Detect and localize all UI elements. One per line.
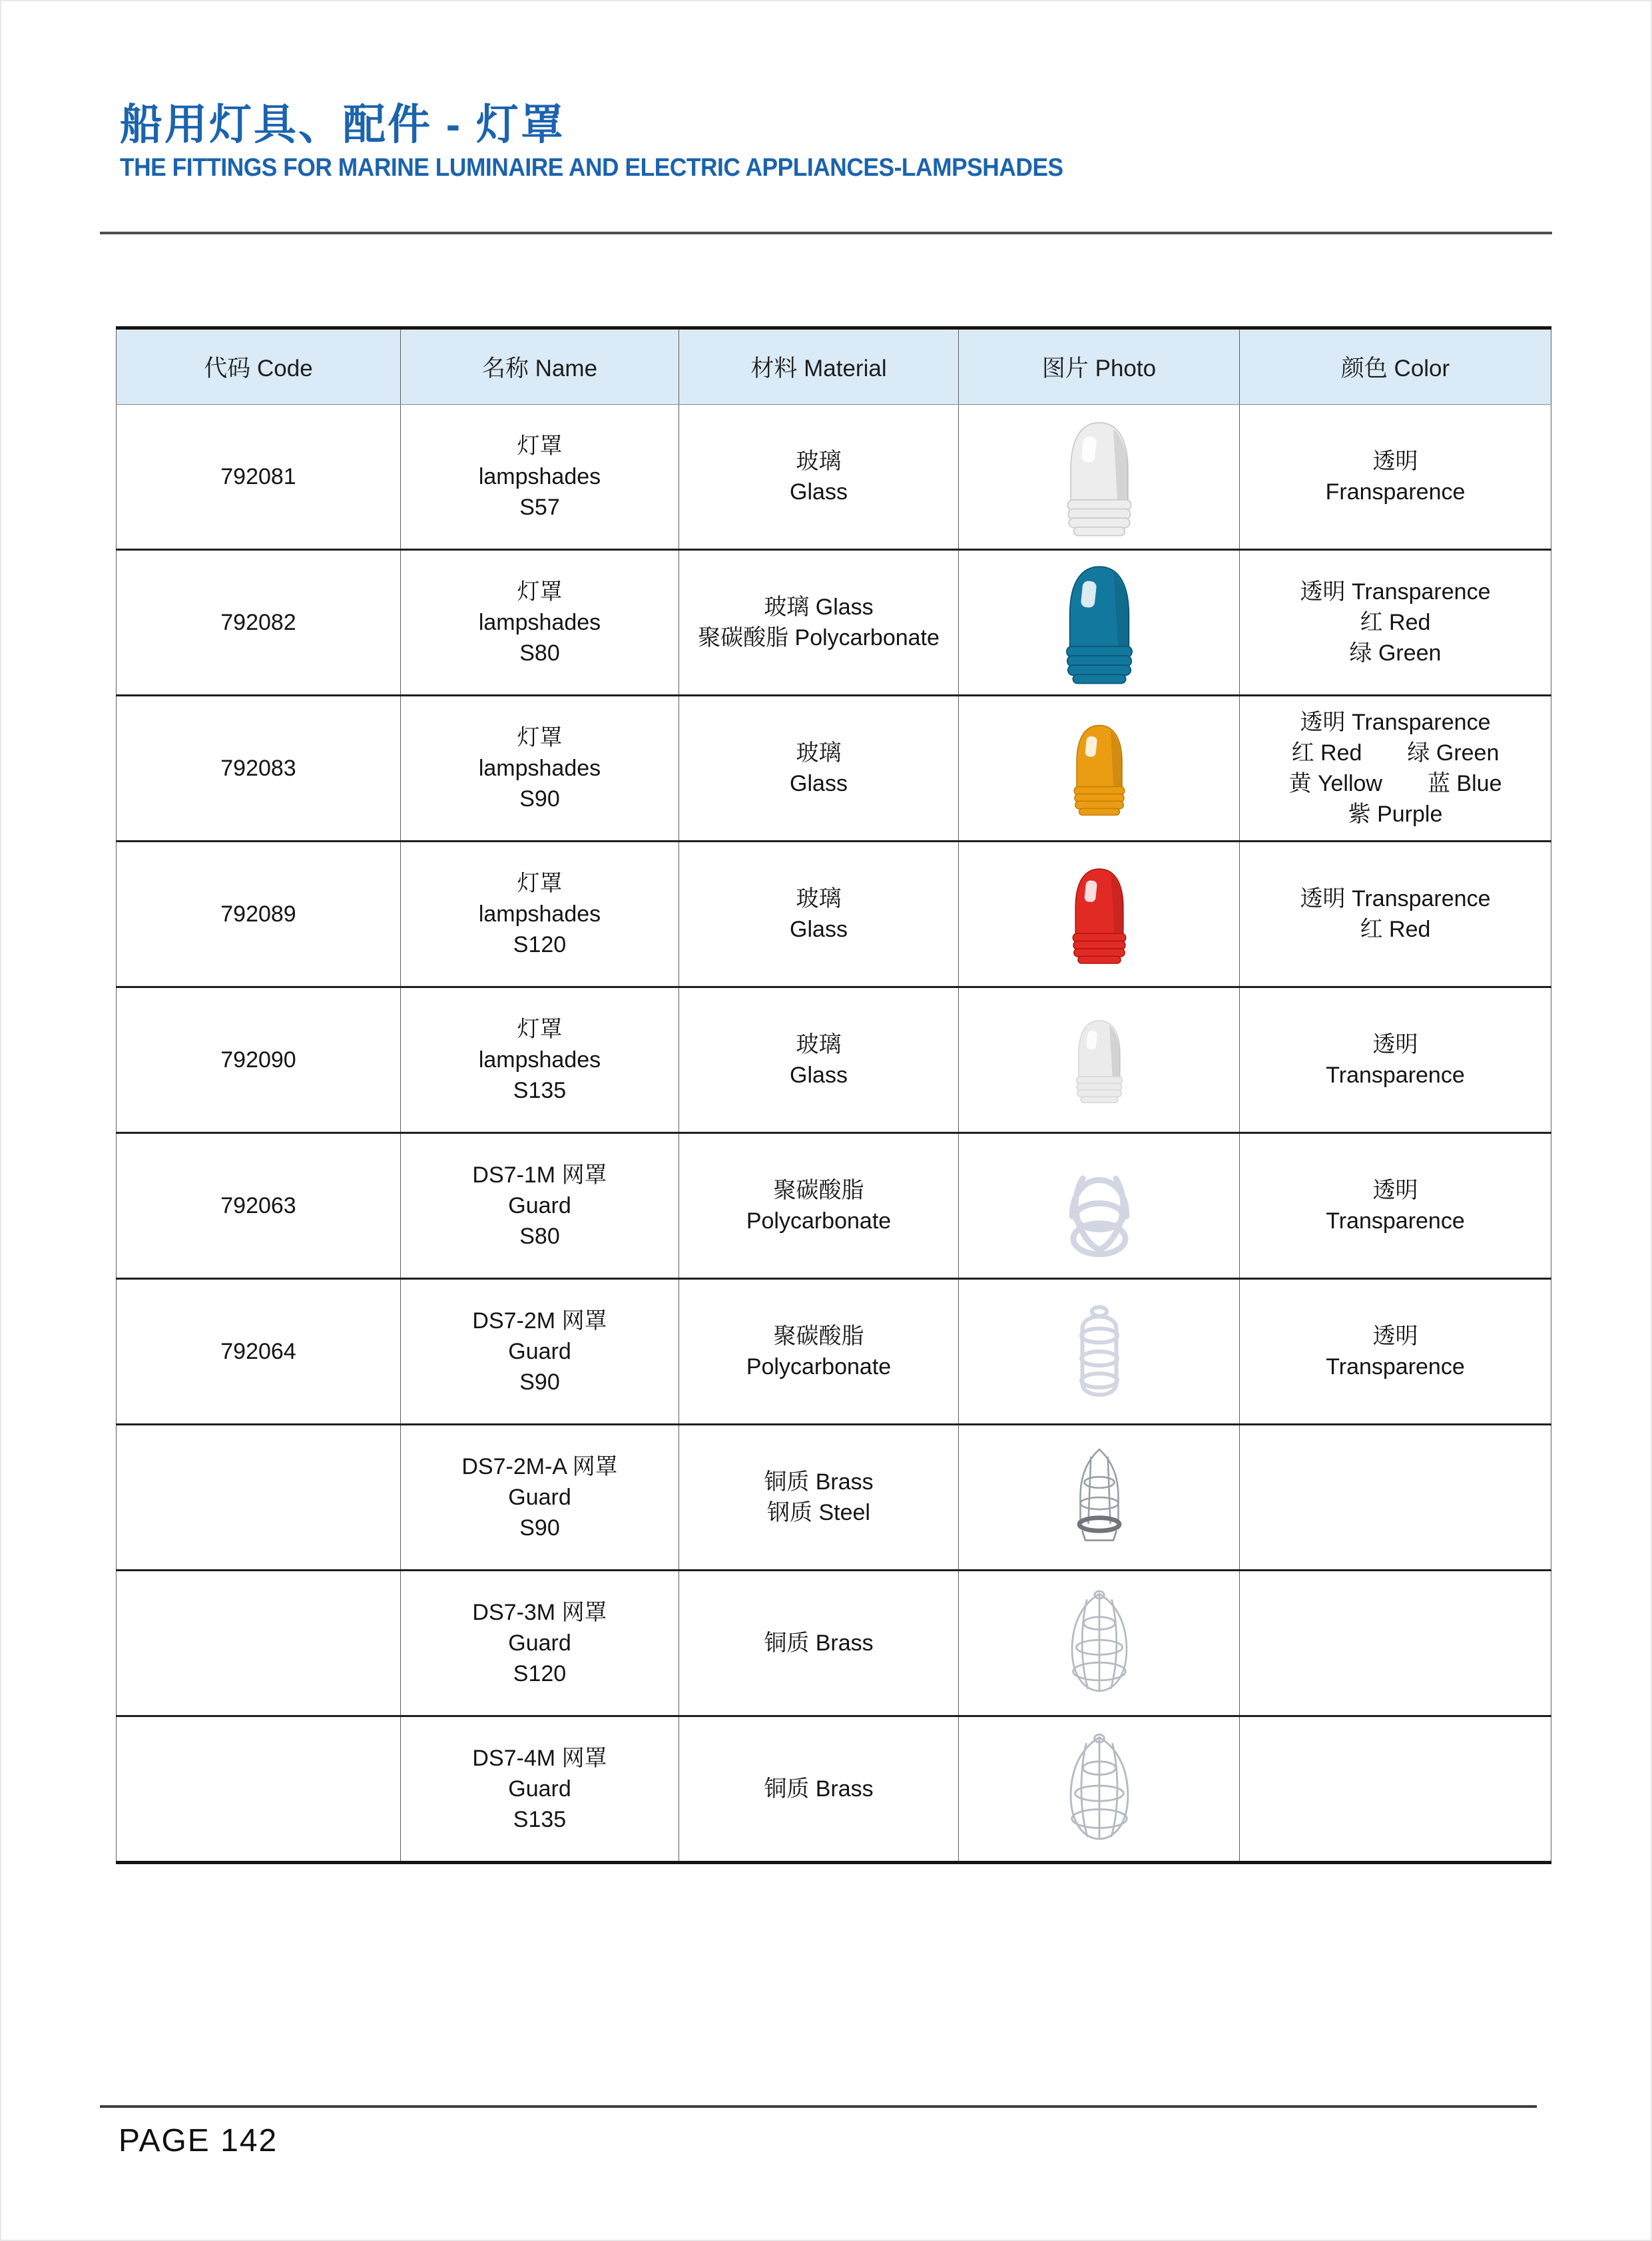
name-cell [401,1279,679,1425]
cell-line: Guard [508,1339,571,1364]
table-row [117,1425,1551,1571]
guard-ds7-4m-photo [1055,1724,1143,1854]
guard-ds7-1m-photo [1052,1140,1147,1271]
product-code: 792064 [220,1339,296,1364]
cell-line: 绿 Green [1349,640,1442,666]
product-photo [959,842,1239,986]
cell-line: Polycarbonate [746,1354,892,1379]
cell-line: S135 [513,1078,567,1103]
cell-line: 聚碳酸脂 [773,1324,864,1349]
page-number: PAGE 142 [119,2123,278,2158]
cell-line: S90 [519,786,560,812]
cell-line: 铜质 Brass [764,1630,874,1656]
table-row [117,842,1551,987]
cell-line: 透明 [1372,1178,1418,1203]
table-row [117,1571,1551,1716]
material-cell [679,1716,959,1863]
column-header: 图片 Photo [959,328,1240,405]
lampshade-s90-photo [1061,703,1138,834]
cell-line: lampshades [478,901,601,927]
column-header: 名称 Name [401,328,679,405]
material-cell [679,842,959,987]
cell-line: DS7-2M-A 网罩 [461,1454,618,1479]
cell-line: Glass [790,1063,848,1088]
photo-cell [959,1716,1240,1863]
table-row [117,1716,1551,1863]
table-head [117,328,1551,405]
photo-cell [959,842,1240,987]
cell-line: 玻璃 [796,886,842,911]
code-cell [117,696,401,842]
name-cell [401,1133,679,1279]
photo-cell [959,1571,1240,1716]
photo-cell [959,1279,1240,1425]
product-photo [959,1571,1239,1715]
code-cell [117,987,401,1133]
photo-cell [959,405,1240,550]
cell-line: Guard [508,1630,571,1656]
cell-line: 透明 [1372,1032,1418,1057]
name-cell [401,696,679,842]
product-photo [959,1425,1239,1569]
cell-line: 红 Red 绿 Green [1291,740,1500,766]
cell-line: 红 Red [1360,917,1431,942]
name-cell [401,550,679,696]
material-cell [679,405,959,550]
name-cell [401,405,679,550]
cell-line: 灯罩 [517,433,563,459]
cell-line: 玻璃 [796,449,842,474]
photo-cell [959,550,1240,696]
cell-line: 聚碳酸脂 Polycarbonate [698,625,940,650]
cell-line: 紫 Purple [1348,802,1443,827]
name-cell [401,1425,679,1571]
column-header: 颜色 Color [1240,328,1551,405]
color-cell [1240,1133,1551,1279]
code-cell [117,1571,401,1716]
photo-cell [959,1425,1240,1571]
material-cell [679,987,959,1133]
product-photo [959,1717,1239,1861]
page-header [120,101,1552,182]
color-cell [1240,405,1551,550]
cell-line: DS7-1M 网罩 [472,1162,607,1188]
product-code: 792081 [220,464,296,489]
code-cell [117,1425,401,1571]
header-divider [100,232,1552,234]
cell-line: Guard [508,1193,571,1218]
cell-line: DS7-2M 网罩 [472,1308,607,1334]
cell-line: 黄 Yellow 蓝 Blue [1288,771,1502,796]
cell-line: 聚碳酸脂 [773,1178,864,1203]
column-header: 代码 Code [117,328,401,405]
color-cell [1240,1571,1551,1716]
material-cell [679,1571,959,1716]
cell-line: S80 [519,640,560,666]
cell-line: Glass [790,917,848,942]
table-row [117,550,1551,696]
cell-line: 灯罩 [517,871,563,896]
name-cell [401,842,679,987]
cell-line: 玻璃 [796,1032,842,1057]
table-row [117,696,1551,842]
material-cell [679,1279,959,1425]
lampshade-s57-photo [1051,411,1148,542]
product-photo [959,551,1239,694]
cell-line: lampshades [478,1047,601,1073]
cell-line: S57 [519,495,560,520]
lampshade-s80-photo [1047,557,1151,688]
product-code: 792083 [220,756,296,781]
name-cell [401,987,679,1133]
guard-ds7-2m-photo [1059,1286,1139,1417]
cell-line: Transparence [1326,1063,1465,1088]
color-cell [1240,1279,1551,1425]
table-row [117,405,1551,550]
product-code: 792089 [220,901,296,927]
lampshade-s135-photo [1064,995,1135,1125]
product-photo [959,405,1239,549]
cell-line: Polycarbonate [746,1208,892,1234]
cell-line: 透明 Transparence [1300,710,1491,735]
code-cell [117,1133,401,1279]
cell-line: 灯罩 [517,1017,563,1042]
cell-line: 透明 [1372,449,1418,474]
name-cell [401,1571,679,1716]
material-cell [679,1133,959,1279]
table-header-row [117,328,1551,405]
material-cell [679,696,959,842]
cell-line: 灯罩 [517,725,563,750]
cell-line: Fransparence [1325,479,1466,505]
cell-line: 透明 Transparence [1300,886,1491,911]
product-photo [959,1134,1239,1278]
name-cell [401,1716,679,1863]
cell-line: Glass [790,771,848,796]
product-photo [959,988,1239,1132]
cell-line: Transparence [1326,1208,1465,1234]
material-cell [679,1425,959,1571]
color-cell [1240,696,1551,842]
photo-cell [959,696,1240,842]
cell-line: 玻璃 Glass [764,595,874,620]
code-cell [117,842,401,987]
color-cell [1240,987,1551,1133]
cell-line: 透明 Transparence [1300,579,1491,605]
cell-line: 铜质 Brass [764,1469,874,1495]
product-photo [959,696,1239,840]
cell-line: S120 [513,932,567,957]
cell-line: 灯罩 [517,579,563,605]
code-cell [117,550,401,696]
cell-line: DS7-3M 网罩 [472,1600,607,1625]
product-code: 792082 [220,610,296,635]
cell-line: S90 [519,1515,560,1541]
cell-line: S80 [519,1224,560,1249]
cell-line: 透明 [1372,1324,1418,1349]
table-row [117,1133,1551,1279]
cell-line: 铜质 Brass [764,1776,874,1802]
page-title-en: THE FITTINGS FOR MARINE LUMINAIRE AND ELECTRIC APPLIANCES-LAMPSHADES [120,154,1063,182]
product-code: 792090 [220,1047,296,1073]
cell-line: S120 [513,1661,567,1686]
material-cell [679,550,959,696]
footer-divider [100,2105,1537,2108]
column-header: 材料 Material [679,328,959,405]
page-title-zh: 船用灯具、配件 - 灯罩 [120,101,565,148]
photo-cell [959,987,1240,1133]
cell-line: Transparence [1326,1354,1465,1379]
color-cell [1240,1425,1551,1571]
cell-line: lampshades [478,756,601,781]
guard-ds7-3m-photo [1057,1578,1141,1708]
cell-line: DS7-4M 网罩 [472,1746,607,1771]
code-cell [117,1279,401,1425]
cell-line: Guard [508,1776,571,1802]
color-cell [1240,842,1551,987]
cell-line: lampshades [478,464,601,489]
cell-line: lampshades [478,610,601,635]
table-row [117,987,1551,1133]
product-code: 792063 [220,1193,296,1218]
lampshade-s120-photo [1059,849,1140,979]
color-cell [1240,1716,1551,1863]
cell-line: 钢质 Steel [767,1500,870,1525]
color-cell [1240,550,1551,696]
product-photo [959,1280,1239,1423]
cell-line: 红 Red [1360,610,1431,635]
table-body [117,405,1551,1863]
cell-line: 玻璃 [796,740,842,766]
photo-cell [959,1133,1240,1279]
code-cell [117,405,401,550]
products-table [116,326,1551,1864]
code-cell [117,1716,401,1863]
cell-line: Guard [508,1485,571,1510]
guard-ds7-2m-a-photo [1059,1432,1139,1563]
cell-line: S90 [519,1370,560,1395]
table-row [117,1279,1551,1425]
cell-line: Glass [790,479,848,505]
cell-line: S135 [513,1807,567,1832]
